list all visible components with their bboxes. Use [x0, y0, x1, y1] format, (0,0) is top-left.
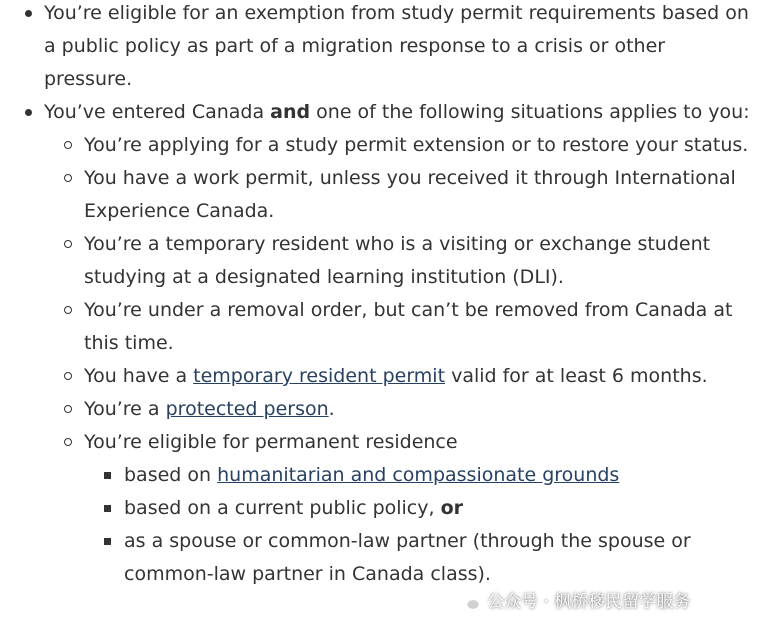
- list-item: [44, 0, 752, 96]
- protected-person-link[interactable]: protected person: [165, 398, 329, 420]
- situation-item: [84, 294, 752, 360]
- pr-basis-item: [124, 525, 752, 591]
- situation-item: [84, 129, 752, 162]
- humanitarian-grounds-link[interactable]: humanitarian and compassionate grounds: [217, 464, 620, 486]
- situation-text: You’re applying for a study permit extension or to restore your status.: [84, 134, 749, 156]
- situations-list: [84, 129, 752, 591]
- pr-basis-text: as a spouse or common-law partner (through the spouse or common-law partner in Canada class).: [124, 530, 691, 585]
- temporary-resident-permit-link[interactable]: temporary resident permit: [193, 365, 446, 387]
- situation-text-before: You have a: [84, 365, 194, 387]
- pr-basis-text-before: based on a current public policy,: [124, 497, 441, 519]
- situation-text: You’re eligible for permanent residence: [84, 431, 458, 453]
- watermark-text: 公众号 · 枫桥移民留学服务: [487, 592, 691, 612]
- requirements-list: [44, 0, 752, 591]
- item-text: You’re eligible for an exemption from study permit requirements based on a public policy as part of a migration response to a crisis or other pressure.: [44, 2, 749, 90]
- item-text-after: one of the following situations applies to you:: [310, 101, 750, 123]
- situation-item: [84, 162, 752, 228]
- situation-text-before: You’re a: [84, 398, 166, 420]
- pr-basis-text-before: based on: [124, 464, 218, 486]
- situation-text-after: .: [328, 398, 335, 420]
- situation-item: [84, 426, 752, 591]
- pr-basis-item: [124, 459, 752, 492]
- bold-and: and: [270, 101, 311, 123]
- pr-basis-item: [124, 492, 752, 525]
- pr-basis-list: [124, 459, 752, 591]
- item-text-before: You’ve entered Canada: [44, 101, 271, 123]
- situation-item: [84, 360, 752, 393]
- situation-item: [84, 393, 752, 426]
- watermark: [457, 588, 690, 616]
- situation-text: You have a work permit, unless you received it through International Experience Canada.: [84, 167, 736, 222]
- situation-text: You’re under a removal order, but can’t be removed from Canada at this time.: [84, 299, 733, 354]
- list-item: [44, 96, 752, 591]
- bold-or: or: [440, 497, 464, 519]
- situation-text: You’re a temporary resident who is a visiting or exchange student studying at a designated learning institution (DLI).: [84, 233, 711, 288]
- wechat-icon: [457, 592, 481, 612]
- situation-item: [84, 228, 752, 294]
- situation-text-after: valid for at least 6 months.: [445, 365, 708, 387]
